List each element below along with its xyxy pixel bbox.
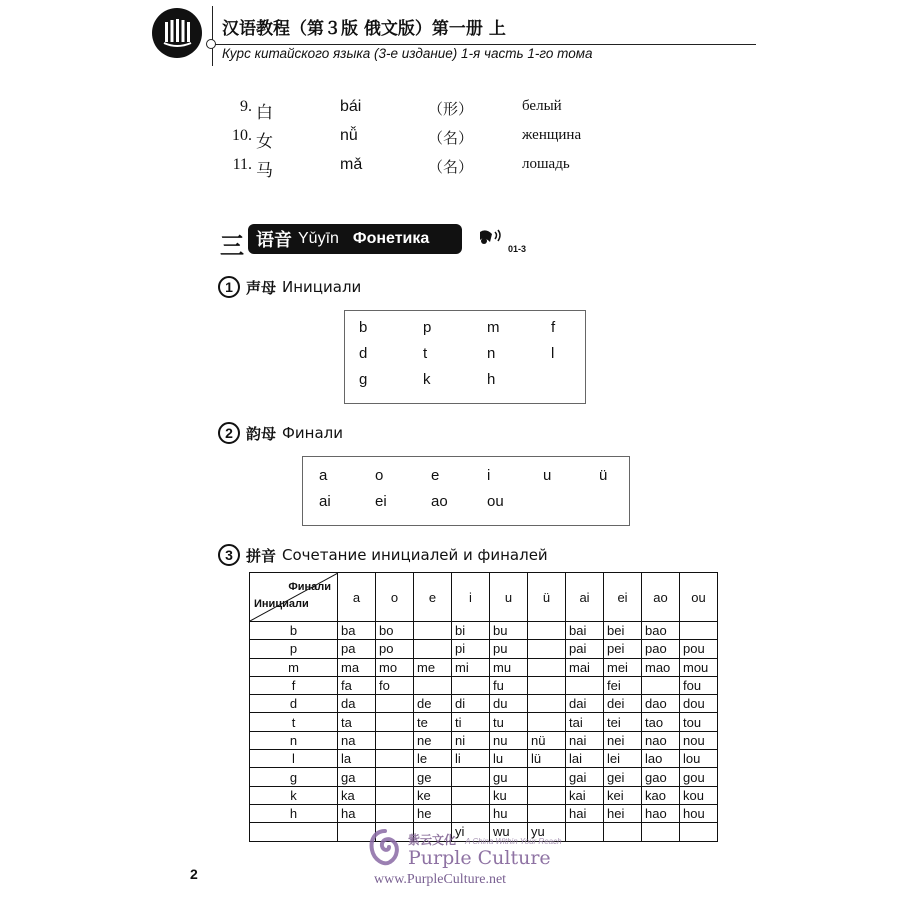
table-cell: bi (452, 622, 490, 640)
table-cell (376, 713, 414, 731)
table-header-cell: ao (642, 573, 680, 622)
table-cell: bai (566, 622, 604, 640)
initial-letter: b (359, 319, 368, 336)
table-cell: mou (680, 658, 718, 676)
table-corner-cell (250, 573, 338, 622)
table-cell (452, 676, 490, 694)
table-header-cell: o (376, 573, 414, 622)
initial-letter: d (359, 345, 368, 362)
corner-label-finals: Финали (288, 581, 331, 593)
table-cell: bo (376, 622, 414, 640)
initials-title-ru: Инициали (282, 278, 362, 296)
table-cell: fa (338, 676, 376, 694)
table-cell: ga (338, 768, 376, 786)
table-cell (528, 622, 566, 640)
table-cell (376, 804, 414, 822)
table-cell: yu (528, 823, 566, 841)
table-cell: fou (680, 676, 718, 694)
table-cell: mai (566, 658, 604, 676)
table-row (250, 713, 718, 731)
initial-letter: g (359, 371, 368, 388)
table-initial-cell: m (250, 658, 338, 676)
table-cell: nei (604, 731, 642, 749)
table-cell: gu (490, 768, 528, 786)
finals-box (302, 456, 630, 526)
table-cell: du (490, 695, 528, 713)
table-cell: ka (338, 786, 376, 804)
initial-letter: f (551, 319, 556, 336)
book-logo-icon (160, 16, 194, 50)
table-initial-cell: p (250, 640, 338, 658)
table-cell (376, 695, 414, 713)
table-cell: lou (680, 750, 718, 768)
section-title-zh: 语音 (256, 230, 292, 251)
table-cell (680, 823, 718, 841)
table-row (250, 658, 718, 676)
table-cell: ba (338, 622, 376, 640)
table-cell: ne (414, 731, 452, 749)
table-initial-cell: k (250, 786, 338, 804)
table-header-cell: i (452, 573, 490, 622)
final-letter: ao (431, 493, 448, 510)
table-cell (528, 713, 566, 731)
table-row (250, 640, 718, 658)
table-row (250, 731, 718, 749)
table-cell (452, 768, 490, 786)
table-cell: da (338, 695, 376, 713)
table-cell: yi (452, 823, 490, 841)
table-cell (528, 658, 566, 676)
final-letter: e (431, 467, 440, 484)
table-cell: lü (528, 750, 566, 768)
initial-letter: n (487, 345, 496, 362)
table-cell: pei (604, 640, 642, 658)
table-cell: mo (376, 658, 414, 676)
table-header-cell: a (338, 573, 376, 622)
table-cell (414, 676, 452, 694)
table-cell: pao (642, 640, 680, 658)
header-vertical-rule (212, 6, 213, 66)
finals-heading (218, 420, 343, 446)
table-header-cell: ei (604, 573, 642, 622)
vocab-row (0, 127, 900, 157)
table-cell (528, 768, 566, 786)
table-cell: lao (642, 750, 680, 768)
finals-number: 2 (218, 422, 240, 444)
book-logo (152, 8, 202, 58)
table-row (250, 750, 718, 768)
vocab-part-of-speech: （名） (428, 158, 474, 176)
initials-title-zh: 声母 (246, 278, 277, 297)
table-cell: ke (414, 786, 452, 804)
initial-letter: l (551, 345, 555, 362)
combination-title-ru: Сочетание инициалей и финалей (282, 546, 548, 564)
initials-heading (218, 274, 361, 300)
table-cell: nao (642, 731, 680, 749)
table-initial-cell: l (250, 750, 338, 768)
watermark-chinese: 紫云文化 (408, 832, 457, 847)
table-cell: gao (642, 768, 680, 786)
table-initial-cell (250, 823, 338, 841)
initial-letter: k (423, 371, 431, 388)
watermark-brand: Purple Culture (408, 846, 551, 869)
table-cell: pi (452, 640, 490, 658)
book-title: 汉语教程（第３版 俄文版）第一册 上 (222, 19, 506, 39)
corner-label-initials: Инициали (254, 598, 309, 610)
table-cell (452, 786, 490, 804)
table-cell: gai (566, 768, 604, 786)
combination-heading (218, 542, 548, 568)
table-cell: bao (642, 622, 680, 640)
vocab-number: 10. (232, 127, 252, 144)
watermark-logo-icon (368, 828, 402, 868)
initial-letter: t (423, 345, 428, 362)
table-cell: hu (490, 804, 528, 822)
table-row (250, 695, 718, 713)
initial-letter: m (487, 319, 500, 336)
table-cell (528, 786, 566, 804)
table-cell: tao (642, 713, 680, 731)
table-cell: nü (528, 731, 566, 749)
table-cell: dai (566, 695, 604, 713)
table-cell: me (414, 658, 452, 676)
table-header-row (250, 573, 718, 622)
table-cell: ti (452, 713, 490, 731)
table-initial-cell: g (250, 768, 338, 786)
table-cell (528, 676, 566, 694)
table-cell: tu (490, 713, 528, 731)
initials-number: 1 (218, 276, 240, 298)
table-row (250, 622, 718, 640)
table-cell: ge (414, 768, 452, 786)
table-header-cell: ou (680, 573, 718, 622)
table-cell: te (414, 713, 452, 731)
table-cell: pu (490, 640, 528, 658)
table-cell: lei (604, 750, 642, 768)
vocab-russian: женщина (522, 127, 582, 143)
table-cell: po (376, 640, 414, 658)
table-initial-cell: h (250, 804, 338, 822)
table-cell: hou (680, 804, 718, 822)
table-cell: kai (566, 786, 604, 804)
section-title-ru: Фонетика (352, 230, 430, 247)
final-letter: ü (599, 467, 608, 484)
pinyin-combination-table (249, 572, 718, 842)
table-cell: li (452, 750, 490, 768)
table-cell: gou (680, 768, 718, 786)
combination-title-zh: 拼音 (246, 546, 277, 565)
vocab-part-of-speech: （名） (428, 129, 474, 147)
initial-letter: h (487, 371, 496, 388)
table-cell: hao (642, 804, 680, 822)
book-subtitle: Курс китайского языка (3-е издание) 1-я часть 1-го тома (222, 46, 593, 61)
final-letter: ei (375, 493, 387, 510)
table-cell: dao (642, 695, 680, 713)
section-title-pinyin: Yǔyīn (298, 230, 339, 247)
table-cell: kao (642, 786, 680, 804)
table-cell: pa (338, 640, 376, 658)
initials-box (344, 310, 586, 404)
vocab-part-of-speech: （形） (428, 100, 474, 118)
table-cell: lu (490, 750, 528, 768)
table-cell (376, 786, 414, 804)
table-cell (414, 622, 452, 640)
vocab-pinyin: mǎ (340, 156, 363, 173)
table-cell: mao (642, 658, 680, 676)
table-header-cell: ai (566, 573, 604, 622)
table-cell: mi (452, 658, 490, 676)
table-cell: tai (566, 713, 604, 731)
section-banner (248, 224, 462, 254)
vocab-russian: лошадь (522, 156, 570, 172)
table-cell (642, 676, 680, 694)
table-header-cell: u (490, 573, 528, 622)
table-cell: gei (604, 768, 642, 786)
table-cell (376, 731, 414, 749)
final-letter: u (543, 467, 552, 484)
vocab-number: 9. (240, 98, 252, 115)
table-cell: mu (490, 658, 528, 676)
final-letter: a (319, 467, 328, 484)
table-cell: tei (604, 713, 642, 731)
vocab-russian: белый (522, 98, 562, 114)
audio-track-code: 01-3 (508, 244, 527, 254)
table-cell: bei (604, 622, 642, 640)
vocab-hanzi: 马 (256, 161, 273, 181)
table-cell (528, 640, 566, 658)
vocab-pinyin: nǚ (340, 127, 358, 144)
table-cell: dei (604, 695, 642, 713)
section-number: 三 (220, 231, 244, 260)
watermark-slogan: A China Within Your Reach (465, 836, 562, 846)
table-header-cell: ü (528, 573, 566, 622)
table-cell: de (414, 695, 452, 713)
table-cell (414, 640, 452, 658)
table-cell: kei (604, 786, 642, 804)
table-cell: fu (490, 676, 528, 694)
table-cell (604, 823, 642, 841)
table-cell: ta (338, 713, 376, 731)
table-cell: ma (338, 658, 376, 676)
audio-icon[interactable] (478, 226, 506, 252)
table-cell (452, 804, 490, 822)
final-letter: ou (487, 493, 504, 510)
table-cell: nai (566, 731, 604, 749)
table-cell (642, 823, 680, 841)
watermark-url: www.PurpleCulture.net (374, 872, 507, 887)
table-initial-cell: b (250, 622, 338, 640)
table-row (250, 676, 718, 694)
table-initial-cell: n (250, 731, 338, 749)
vocab-hanzi: 白 (256, 103, 273, 123)
finals-title-zh: 韵母 (246, 424, 277, 443)
table-cell (566, 676, 604, 694)
table-cell: nou (680, 731, 718, 749)
finals-title-ru: Финали (282, 424, 344, 442)
table-cell: kou (680, 786, 718, 804)
table-cell: tou (680, 713, 718, 731)
table-cell: ha (338, 804, 376, 822)
table-cell: hei (604, 804, 642, 822)
table-cell (376, 750, 414, 768)
vocab-row (0, 156, 900, 186)
header-rule-dot (206, 39, 216, 49)
table-row (250, 768, 718, 786)
table-cell (376, 768, 414, 786)
final-letter: i (487, 467, 491, 484)
page-number: 2 (190, 866, 198, 882)
table-cell: wu (490, 823, 528, 841)
table-cell: dou (680, 695, 718, 713)
watermark (368, 828, 562, 868)
table-cell: bu (490, 622, 528, 640)
table-cell (680, 622, 718, 640)
table-initial-cell: t (250, 713, 338, 731)
table-cell: hai (566, 804, 604, 822)
table-cell (528, 804, 566, 822)
table-cell (528, 695, 566, 713)
table-cell: di (452, 695, 490, 713)
table-cell: le (414, 750, 452, 768)
final-letter: o (375, 467, 384, 484)
table-header-cell: e (414, 573, 452, 622)
table-cell: la (338, 750, 376, 768)
table-cell: ku (490, 786, 528, 804)
table-initial-cell: f (250, 676, 338, 694)
table-cell: na (338, 731, 376, 749)
table-cell: nu (490, 731, 528, 749)
table-initial-cell: d (250, 695, 338, 713)
table-row (250, 786, 718, 804)
vocab-pinyin: bái (340, 98, 362, 115)
table-cell: ni (452, 731, 490, 749)
table-cell: mei (604, 658, 642, 676)
table-row (250, 804, 718, 822)
table-cell: pou (680, 640, 718, 658)
initial-letter: p (423, 319, 432, 336)
table-cell: fei (604, 676, 642, 694)
table-cell: fo (376, 676, 414, 694)
table-cell: he (414, 804, 452, 822)
vocab-hanzi: 女 (256, 132, 273, 152)
header-horizontal-rule (212, 44, 756, 45)
table-cell: lai (566, 750, 604, 768)
table-cell (566, 823, 604, 841)
table-cell: pai (566, 640, 604, 658)
vocab-number: 11. (232, 156, 252, 173)
final-letter: ai (319, 493, 331, 510)
vocab-row (0, 98, 900, 128)
combination-number: 3 (218, 544, 240, 566)
